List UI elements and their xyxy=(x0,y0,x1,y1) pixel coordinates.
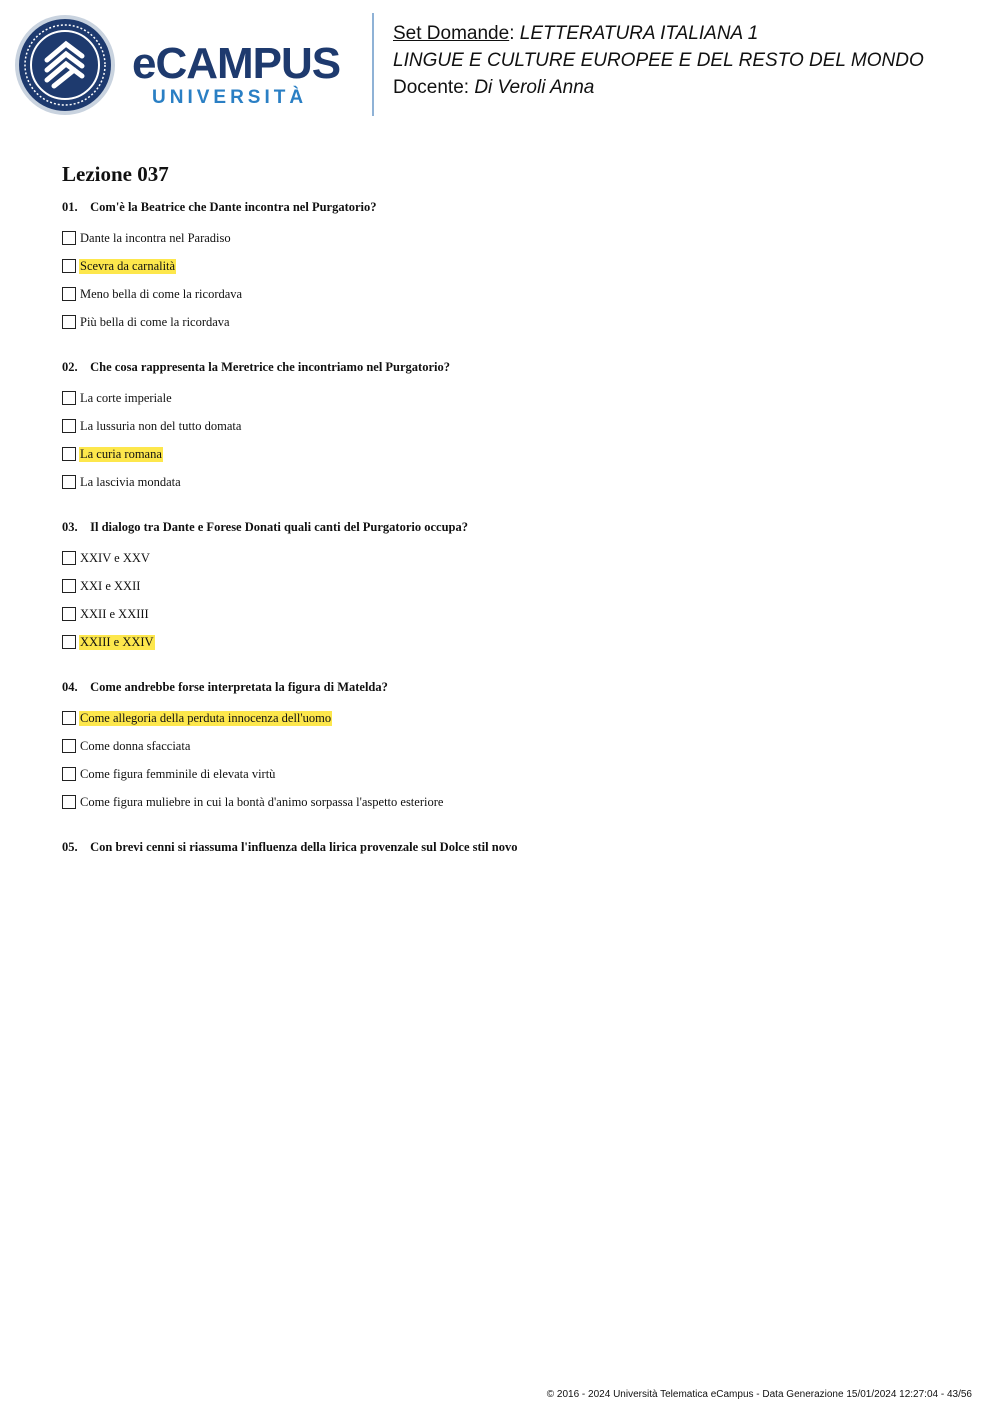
answer-checkbox[interactable] xyxy=(62,767,76,781)
question-number: 02. xyxy=(62,360,78,374)
page-footer: © 2016 - 2024 Università Telematica eCampus - Data Generazione 15/01/2024 12:27:04 - 43/56 xyxy=(546,1389,972,1400)
ecampus-seal-logo xyxy=(14,14,116,116)
answer-checkbox[interactable] xyxy=(62,315,76,329)
answer-checkbox[interactable] xyxy=(62,635,76,649)
answer-text: XXI e XXII xyxy=(80,578,141,593)
answer-option[interactable] xyxy=(62,280,962,308)
question-text: Che cosa rappresenta la Meretrice che incontriamo nel Purgatorio? xyxy=(90,360,450,374)
answer-option[interactable] xyxy=(62,760,962,788)
question-item xyxy=(62,198,962,336)
answer-text: Come figura femminile di elevata virtù xyxy=(80,766,276,781)
lesson-title: Lezione 037 xyxy=(62,162,169,186)
ecampus-wordmark xyxy=(132,39,356,112)
question-item xyxy=(62,838,962,856)
answer-text: Più bella di come la ricordava xyxy=(80,314,230,329)
answer-checkbox[interactable] xyxy=(62,579,76,593)
teacher-label: Docente: xyxy=(393,77,470,98)
answer-text: Meno bella di come la ricordava xyxy=(80,286,243,301)
answer-option[interactable] xyxy=(62,412,962,440)
page-header xyxy=(0,0,1000,130)
question-number: 04. xyxy=(62,680,78,694)
answer-option[interactable] xyxy=(62,788,962,816)
answer-text: La lascivia mondata xyxy=(80,474,181,489)
answer-text: La corte imperiale xyxy=(80,390,172,405)
question-item xyxy=(62,358,962,496)
answer-checkbox[interactable] xyxy=(62,287,76,301)
question-text: Com'è la Beatrice che Dante incontra nel Purgatorio? xyxy=(90,200,377,214)
logo-sub-text: UNIVERSITÀ xyxy=(152,87,308,108)
answer-text: Come donna sfacciata xyxy=(80,738,191,753)
answer-option[interactable] xyxy=(62,440,962,468)
answer-text: XXIV e XXV xyxy=(80,550,150,565)
answer-option[interactable] xyxy=(62,468,962,496)
answer-text-highlighted: XXIII e XXIV xyxy=(80,634,154,649)
question-number: 01. xyxy=(62,200,78,214)
answer-option[interactable] xyxy=(62,704,962,732)
answer-checkbox[interactable] xyxy=(62,795,76,809)
question-title xyxy=(62,518,962,536)
answer-option[interactable] xyxy=(62,308,962,336)
logo-brand-text: eCAMPUS xyxy=(132,39,341,88)
answer-option[interactable] xyxy=(62,252,962,280)
answer-checkbox[interactable] xyxy=(62,231,76,245)
answer-checkbox[interactable] xyxy=(62,739,76,753)
answer-option[interactable] xyxy=(62,628,962,656)
question-item xyxy=(62,678,962,816)
answer-option[interactable] xyxy=(62,224,962,252)
answer-checkbox[interactable] xyxy=(62,447,76,461)
answer-checkbox[interactable] xyxy=(62,475,76,489)
teacher-name: Di Veroli Anna xyxy=(474,77,595,98)
answer-checkbox[interactable] xyxy=(62,551,76,565)
set-label: Set Domande xyxy=(393,23,510,44)
answer-checkbox[interactable] xyxy=(62,711,76,725)
answer-checkbox[interactable] xyxy=(62,391,76,405)
question-text: Con brevi cenni si riassuma l'influenza della lirica provenzale sul Dolce stil novo xyxy=(90,840,518,854)
answer-option[interactable] xyxy=(62,572,962,600)
question-number: 05. xyxy=(62,840,78,854)
answer-text-highlighted: Scevra da carnalità xyxy=(80,258,176,273)
answer-text-highlighted: Come allegoria della perduta innocenza dell'uomo xyxy=(80,710,332,725)
question-item xyxy=(62,518,962,656)
answer-option[interactable] xyxy=(62,732,962,760)
question-set xyxy=(62,160,962,878)
course-title: LETTERATURA ITALIANA 1 xyxy=(519,23,759,44)
question-text: Come andrebbe forse interpretata la figura di Matelda? xyxy=(90,680,388,694)
course-program: LINGUE E CULTURE EUROPEE E DEL RESTO DEL MONDO xyxy=(393,50,924,71)
answer-checkbox[interactable] xyxy=(62,607,76,621)
answer-text: Come figura muliebre in cui la bontà d'animo sorpassa l'aspetto esteriore xyxy=(80,794,444,809)
question-text: Il dialogo tra Dante e Forese Donati quali canti del Purgatorio occupa? xyxy=(90,520,468,534)
answer-text-highlighted: La curia romana xyxy=(80,446,162,461)
answer-option[interactable] xyxy=(62,384,962,412)
question-title xyxy=(62,198,962,216)
answer-checkbox[interactable] xyxy=(62,259,76,273)
question-title xyxy=(62,838,962,856)
question-title xyxy=(62,358,962,376)
answer-option[interactable] xyxy=(62,544,962,572)
answer-option[interactable] xyxy=(62,600,962,628)
question-title xyxy=(62,678,962,696)
teacher-row xyxy=(393,74,993,101)
answer-text: La lussuria non del tutto domata xyxy=(80,418,242,433)
header-divider xyxy=(372,13,374,116)
answer-text: Dante la incontra nel Paradiso xyxy=(80,230,231,245)
course-title-row: Set Domande: LETTERATURA ITALIANA 1 xyxy=(393,23,759,44)
question-number: 03. xyxy=(62,520,78,534)
course-info xyxy=(393,20,993,101)
answer-text: XXII e XXIII xyxy=(80,606,149,621)
answer-checkbox[interactable] xyxy=(62,419,76,433)
